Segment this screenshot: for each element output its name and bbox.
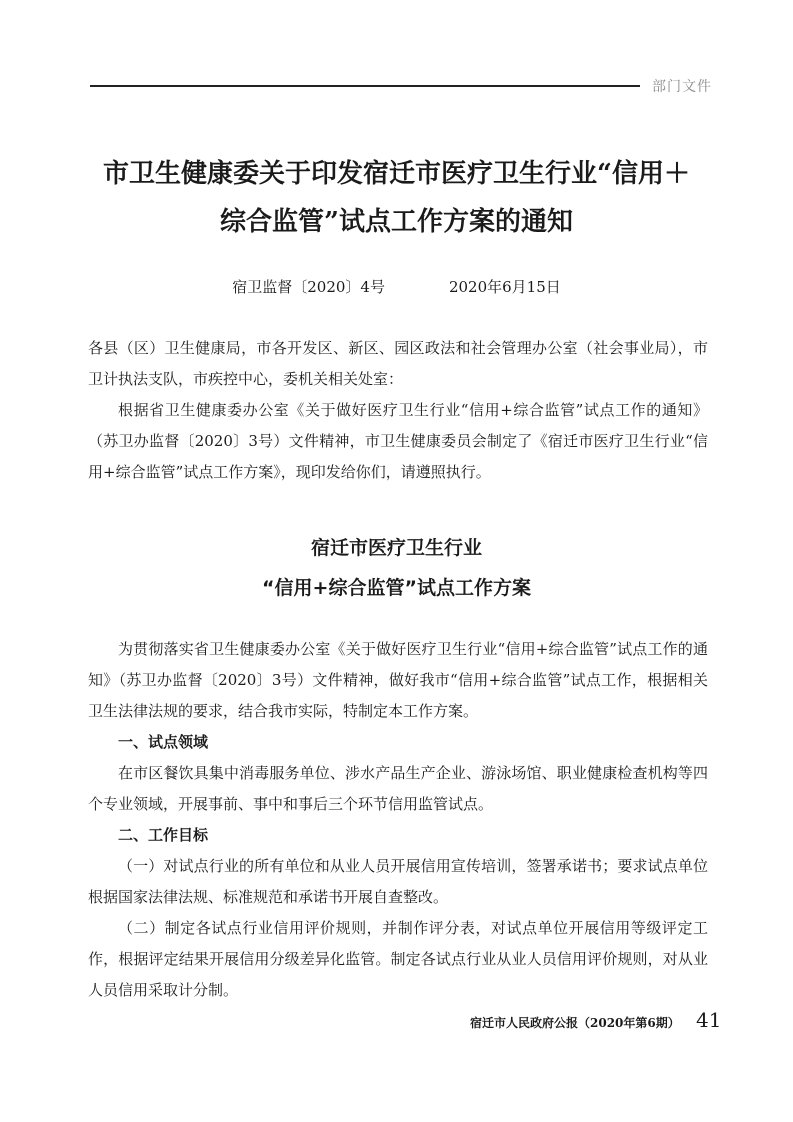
notice-recipients: 各县（区）卫生健康局，市各开发区、新区、园区政法和社会管理办公室（社会事业局），市卫计执法支队，市疾控中心，委机关相关处室： — [88, 339, 708, 388]
page-number: 41 — [696, 1008, 722, 1032]
notice-title-line1: 市卫生健康委关于印发宿迁市医疗卫生行业“信用＋ — [103, 159, 690, 189]
plan-title-line1: 宿迁市医疗卫生行业 — [310, 537, 482, 559]
section2-heading: 二、工作目标 — [118, 826, 209, 844]
plan-body — [88, 634, 708, 1006]
plan-intro: 为贯彻落实省卫生健康委办公室《关于做好医疗卫生行业“信用+综合监管”试点工作的通知》（苏卫办监督〔2020〕3号）文件精神，做好我市“信用+综合监管”试点工作，根据相关卫生法律法规的要求，结合我市实际，特制定本工作方案。 — [88, 640, 708, 720]
section1-heading: 一、试点领域 — [118, 733, 209, 751]
header-rule — [90, 85, 640, 87]
notice-title — [90, 150, 703, 246]
notice-paragraph: 根据省卫生健康委办公室《关于做好医疗卫生行业“信用+综合监管”试点工作的通知》（苏卫办监督〔2020〕3号）文件精神，市卫生健康委员会制定了《宿迁市医疗卫生行业“信用+综合监管”试点工作方案》，现印发给你们，请遵照执行。 — [88, 401, 708, 481]
publication-footer: 宿迁市人民政府公报（2020年第6期） — [470, 1016, 680, 1030]
document-date: 2020年6月15日 — [448, 278, 561, 296]
plan-title-line2: “信用+综合监管”试点工作方案 — [262, 577, 531, 599]
section1-text: 在市区餐饮具集中消毒服务单位、涉水产品生产企业、游泳场馆、职业健康检查机构等四个专业领域，开展事前、事中和事后三个环节信用监管试点。 — [88, 764, 708, 813]
section2-item2: （二）制定各试点行业信用评价规则，并制作评分表，对试点单位开展信用等级评定工作，根据评定结果开展信用分级差异化监管。制定各试点行业从业人员信用评价规则，对从业人员信用采取计分制。 — [88, 919, 708, 999]
notice-body — [88, 333, 708, 488]
notice-title-line2: 综合监管”试点工作方案的通知 — [220, 207, 573, 237]
document-meta — [0, 276, 793, 297]
section-tag: 部门文件 — [652, 79, 712, 95]
plan-title — [0, 528, 793, 608]
document-number: 宿卫监督〔2020〕4号 — [232, 278, 385, 296]
section2-item1: （一）对试点行业的所有单位和从业人员开展信用宣传培训，签署承诺书；要求试点单位根据国家法律法规、标准规范和承诺书开展自查整改。 — [88, 857, 708, 906]
